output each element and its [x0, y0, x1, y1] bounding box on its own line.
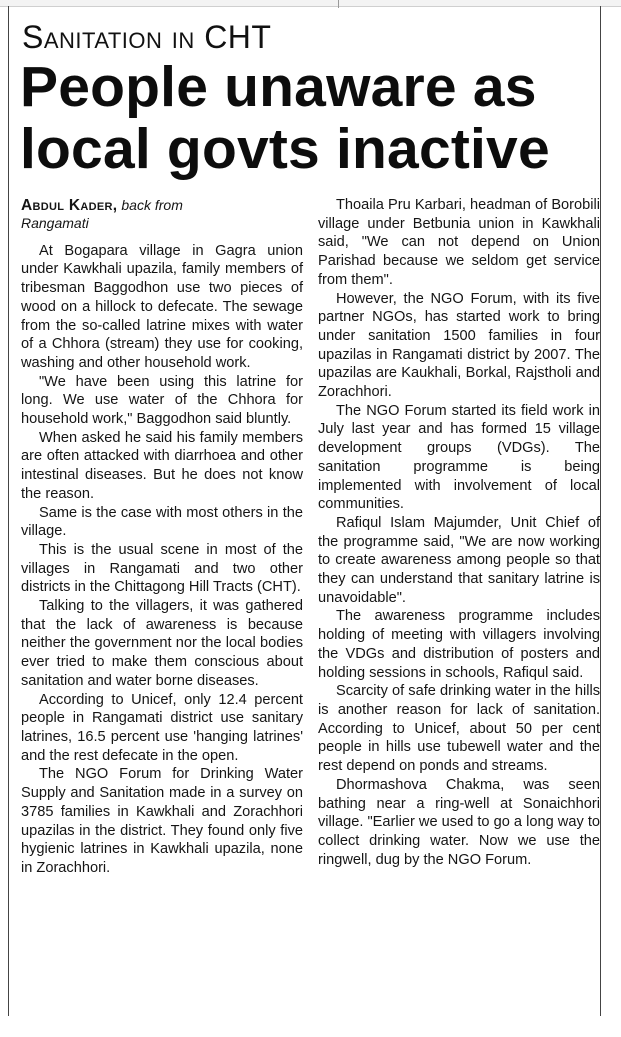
- headline-line-2: local govts inactive: [20, 117, 550, 181]
- article-column-right: [318, 196, 600, 869]
- byline-author: Abdul Kader,: [21, 197, 118, 214]
- paragraph: When asked he said his family members are often attacked with diarrhoea and other intestinal diseases. But he does not know the reason.: [21, 429, 303, 502]
- article-column-left: [21, 196, 303, 878]
- right-column-rule: [600, 6, 601, 1016]
- paragraph: Same is the case with most others in the village.: [21, 504, 303, 540]
- article-kicker: Sanitation in CHT: [22, 19, 272, 55]
- headline-line-1: People unaware as: [20, 55, 537, 119]
- paragraph: At Bogapara village in Gagra union under Kawkhali upazila, family members of tribesman Baggodhon use two pieces of wood on a hillock to defecate. The sewage from the so-called latrine mixes with water of a Chhora (stream) they use for cooking, washing and other household work.: [21, 242, 303, 371]
- article-headline: [20, 56, 600, 180]
- paragraph: This is the usual scene in most of the villages in Rangamati and two other districts in the Chittagong Hill Tracts (CHT).: [21, 541, 303, 596]
- paragraph: Rafiqul Islam Majumder, Unit Chief of the programme said, "We are now working to create awareness among people so that they can understand that sanitary latrine is unavoidable".: [318, 514, 600, 606]
- paragraph: The NGO Forum started its field work in July last year and has formed 15 village development groups (VDGs). The sanitation programme is being implemented with involvement of local communities.: [318, 402, 600, 513]
- paragraph: Scarcity of safe drinking water in the hills is another reason for lack of sanitation. According to Unicef, about 50 per cent people in hills use tubewell water and the rest depend on ponds and streams.: [318, 683, 600, 775]
- paragraph: Dhormashova Chakma, was seen bathing near a ring-well at Sonaichhori village. "Earlier we used to go a long way to collect drinking water. Now we use the ringwell, dug by the NGO Forum.: [318, 776, 600, 868]
- paragraph: According to Unicef, only 12.4 percent people in Rangamati district use sanitary latrines, 16.5 percent use 'hanging latrines' and the rest defecate in the open.: [21, 691, 303, 764]
- paragraph: The NGO Forum for Drinking Water Supply and Sanitation made in a survey on 3785 families in Kawkhali and Zorachhori upazilas in the district. They found only five hygienic latrines in Kawkhali upazila, none in Zorachhori.: [21, 766, 303, 876]
- top-strip-divider: [338, 0, 339, 8]
- paragraph: However, the NGO Forum, with its five partner NGOs, has started work to bring under sanitation 1500 families in four upazilas in Rangamati district by 2007. The upazilas are Kaukhali, Borkal, Rajstholi and Zorachhori.: [318, 290, 600, 401]
- paragraph: Talking to the villagers, it was gathered that the lack of awareness is because neither the government nor the local bodies ever tried to make them conscious about sanitation and water borne diseases.: [21, 598, 303, 689]
- byline-place: Rangamati: [21, 214, 89, 231]
- top-strip: [0, 0, 621, 7]
- left-column-rule: [8, 6, 9, 1016]
- paragraph: Thoaila Pru Karbari, headman of Borobili village under Betbunia union in Kawkhali said, "We can not depend on Union Parishad because we seldom get service from them".: [318, 197, 600, 288]
- paragraph: The awareness programme includes holding of meeting with villagers involving the VDGs and distribution of posters and holding sessions in schools, Rafiqul said.: [318, 608, 600, 681]
- byline: [21, 196, 303, 230]
- paragraph: "We have been using this latrine for long. We use water of the Chhora for household work," Baggodhon said bluntly.: [21, 373, 303, 428]
- byline-dateline: back from: [121, 197, 183, 213]
